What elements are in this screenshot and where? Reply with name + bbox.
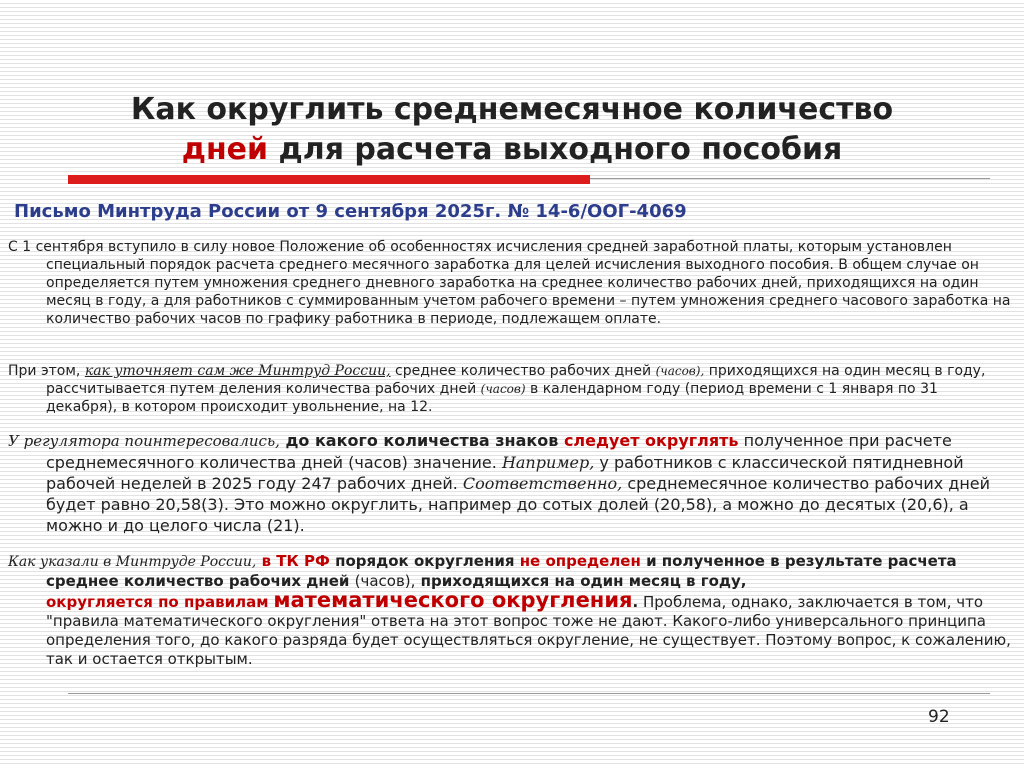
p2-text-a: При этом, [8, 363, 85, 379]
p3-text-d: полученное при расчете среднемесячного количества дней (часов) значение. [46, 431, 952, 472]
paragraph-4 [8, 552, 1012, 669]
p3-text-h: среднемесячное количество рабочих дней будет равно 20,58(3). Это можно округлить, например до сотых долей (20,58), а можно до десятых (20,6), а можно и до целого числа (21). [46, 474, 991, 535]
p4-bold-c: порядок округления [329, 552, 520, 570]
letter-reference: Письмо Минтруда России от 9 сентября 2025г. № 14-6/ООГ-4069 [14, 201, 687, 222]
title-line-1: Как округлить среднемесячное количество [130, 92, 894, 127]
p4-bold-g: приходящихся на один месяц в году, [415, 572, 747, 590]
p3-italic-intro: У регулятора поинтересовались, [8, 432, 280, 450]
p2-text-e: приходящихся на один месяц в году, рассчитывается путем деления количества рабочих дней [46, 363, 986, 397]
paragraph-3 [8, 430, 1012, 536]
p4-bold-red-math: математического округления [273, 588, 633, 612]
title-highlight-red: дней [181, 132, 269, 167]
p3-italic-example: Например, [501, 453, 595, 472]
p4-italic-intro: Как указали в Минтруде России, [8, 554, 257, 570]
p2-text-g: в календарном году (период времени с 1 января по 31 декабря), в котором происходит увольнение, на 12. [46, 381, 938, 415]
p3-italic-accordingly: Соответственно, [462, 474, 623, 493]
p2-text-c: среднее количество рабочих дней [390, 363, 656, 379]
p2-italic-hours-2: (часов) [480, 382, 526, 396]
p4-bold-red-undefined: не определен [519, 552, 641, 570]
footer-divider [68, 693, 990, 694]
p3-text-f: у работников с классической пятидневной рабочей неделей в 2025 году 247 рабочих дней. [46, 453, 964, 493]
p3-bold: до какого количества знаков [279, 431, 564, 450]
p4-bold-red-rounding: округляется по правилам [46, 593, 269, 611]
p4-text-k: Проблема, однако, заключается в том, что "правила математического округления" ответа на этот вопрос тоже не дают. Какого-либо универсального принципа определения того, до какого разряда будет осуществляться округление, не существует. Поэтому вопрос, к сожалению, так и остается открытым. [46, 593, 1011, 668]
page-number: 92 [928, 707, 950, 727]
title-divider-red [68, 175, 590, 184]
paragraph-1: С 1 сентября вступило в силу новое Положение об особенностях исчисления средней заработной платы, которым установлен специальный порядок расчета среднего месячного заработка для целей исчисления выходного пособия. В общем случае он определяется путем умножения среднего дневного заработка на среднее количество рабочих дней, приходящихся на один месяц в году, а для работников с суммированным учетом рабочего времени – путем умножения среднего часового заработка на количество рабочих часов по графику работника в периоде, подлежащем оплате. [8, 239, 1011, 327]
slide-title [40, 90, 984, 170]
p4-bold-e: и полученное в результате расчета среднее количество рабочих дней [46, 552, 957, 590]
p2-italic-note: как уточняет сам же Минтруд России, [84, 363, 391, 379]
p3-bold-red: следует округлять [563, 431, 739, 450]
p4-text-hours: (часов), [354, 572, 416, 590]
paragraph-2 [8, 362, 1012, 416]
p4-period: . [632, 593, 639, 611]
p4-bold-red-tk: в ТК РФ [256, 552, 330, 570]
p2-italic-hours-1: (часов), [655, 364, 705, 378]
title-line-2: для расчета выходного пособия [268, 132, 843, 167]
